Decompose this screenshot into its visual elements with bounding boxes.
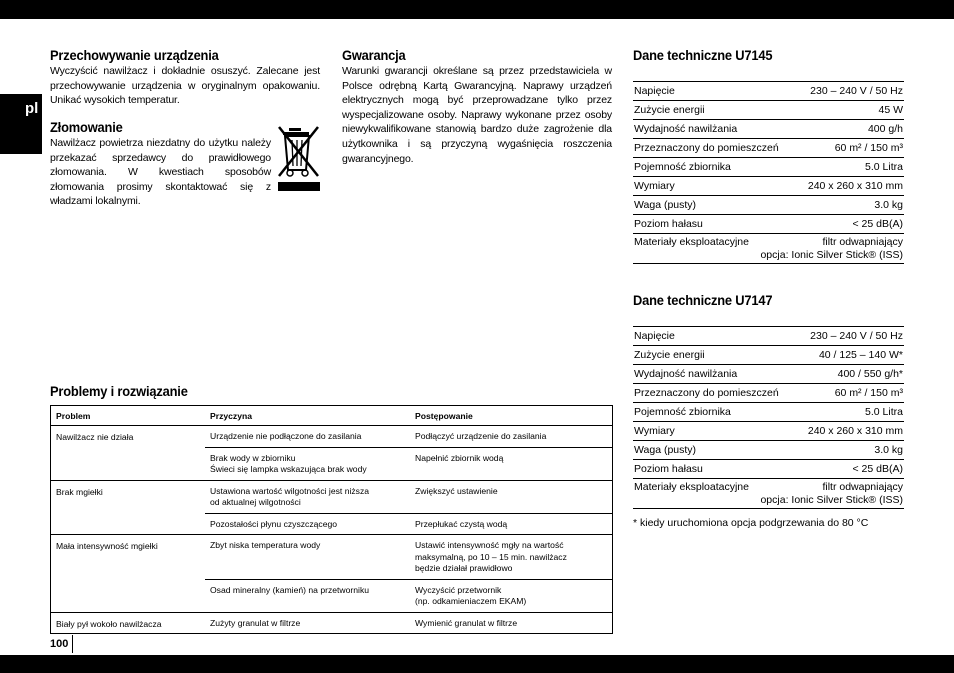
spec2-row: Wymiary 240 x 260 x 310 mm: [633, 422, 904, 441]
spec2-row: Wydajność nawilżania 400 / 550 g/h*: [633, 365, 904, 384]
spec1-row: Zużycie energii 45 W: [633, 101, 904, 120]
spec1-row: Napięcie 230 – 240 V / 50 Hz: [633, 82, 904, 101]
header-action: Postępowanie: [415, 410, 473, 421]
warranty-title: Gwarancja: [342, 47, 406, 63]
spec2-row: Waga (pusty) 3.0 kg: [633, 441, 904, 460]
spec2-row: Pojemność zbiornika 5.0 Litra: [633, 403, 904, 422]
disposal-title: Złomowanie: [50, 119, 123, 135]
spec2-row: Zużycie energii 40 / 125 – 140 W*: [633, 346, 904, 365]
top-bar: [0, 0, 954, 19]
spec2-title: Dane techniczne U7147: [633, 292, 773, 308]
spec2-table: [633, 306, 904, 509]
disposal-text: Nawilżacz powietrza niezdatny do użytku należy przekazać sprzedawcy do prawidłowego złomowania. W kwestiach sposobów złomowania prosimy skontaktować się z władzami lokalnymi.: [50, 137, 271, 208]
spec2-row: Przeznaczony do pomieszczeń 60 m² / 150 m³: [633, 384, 904, 403]
table-row: Mała intensywność mgiełki Zbyt niska temperatura wody Ustawić intensywność mgły na wartość maksymalną, po 10 – 15 min. nawilżacz będzie działał prawidłowo Osad mineralny (kamień) na przetworniku Wyczyścić przetwornik (np. odkamieniaczem EKAM): [51, 535, 612, 613]
spec2-row: Napięcie 230 – 240 V / 50 Hz: [633, 327, 904, 346]
troubleshooting-title: Problemy i rozwiązanie: [50, 383, 188, 399]
spec1-row: Wymiary 240 x 260 x 310 mm: [633, 177, 904, 196]
table-row: Nawilżacz nie działa Urządzenie nie podłączone do zasilania Podłączyć urządzenie do zasilania Brak wody w zbiorniku Świeci się lampka wskazująca brak wody Napełnić zbiornik wodą: [51, 426, 612, 481]
crossed-bin-icon: [276, 124, 322, 192]
spec1-title: Dane techniczne U7145: [633, 47, 773, 63]
spec2-footnote: * kiedy uruchomiona opcja podgrzewania do 80 °C: [633, 517, 869, 529]
header-cause: Przyczyna: [210, 410, 253, 421]
spec1-row: Waga (pusty) 3.0 kg: [633, 196, 904, 215]
spec1-row: Pojemność zbiornika 5.0 Litra: [633, 158, 904, 177]
spec2-row: Materiały eksploatacyjne filtr odwapniający opcja: Ionic Silver Stick® (ISS): [633, 479, 904, 509]
page-number: 100: [50, 635, 73, 653]
language-label: pl: [25, 100, 39, 117]
storage-title: Przechowywanie urządzenia: [50, 47, 219, 63]
spec1-row: Wydajność nawilżania 400 g/h: [633, 120, 904, 139]
warranty-text: Warunki gwarancji określane są przez przedstawiciela w Polsce odrębną Kartą Gwarancyjną. Naprawy urządzeń elektrycznych mogą być przeprowadzane tylko przez wyspecjalizowane osoby. Naprawy wykonane przez osoby niewykwalifikowane stanowią bardzo duże zagrożenie dla użytkownika i są przyczyną wygaśnięcia roszczenia gwarancyjnego.: [342, 65, 612, 165]
language-tab: [0, 94, 42, 154]
table-row: Biały pył wokoło nawilżacza Zużyty granulat w filtrze Wymienić granulat w filtrze: [56, 617, 518, 629]
spec1-row: Przeznaczony do pomieszczeń 60 m² / 150 m³: [633, 139, 904, 158]
bottom-bar: [0, 655, 954, 673]
spec1-row: Materiały eksploatacyjne filtr odwapniający opcja: Ionic Silver Stick® (ISS): [633, 234, 904, 264]
spec2-row: Poziom hałasu < 25 dB(A): [633, 460, 904, 479]
table-header: [51, 406, 612, 426]
header-problem: Problem: [56, 410, 91, 421]
storage-text: Wyczyścić nawilżacz i dokładnie osuszyć. Zalecane jest przechowywanie urządzenia w oryginalnym opakowaniu. Unikać wysokich temperatur.: [50, 65, 320, 107]
spec1-row: Poziom hałasu < 25 dB(A): [633, 215, 904, 234]
table-row: Brak mgiełki Ustawiona wartość wilgotności jest niższa od aktualnej wilgotności Zwiększyć ustawienie Pozostałości płynu czyszczącego Przepłukać czystą wodą: [51, 481, 612, 536]
spec1-table: [633, 61, 904, 264]
troubleshooting-table: [50, 405, 613, 634]
